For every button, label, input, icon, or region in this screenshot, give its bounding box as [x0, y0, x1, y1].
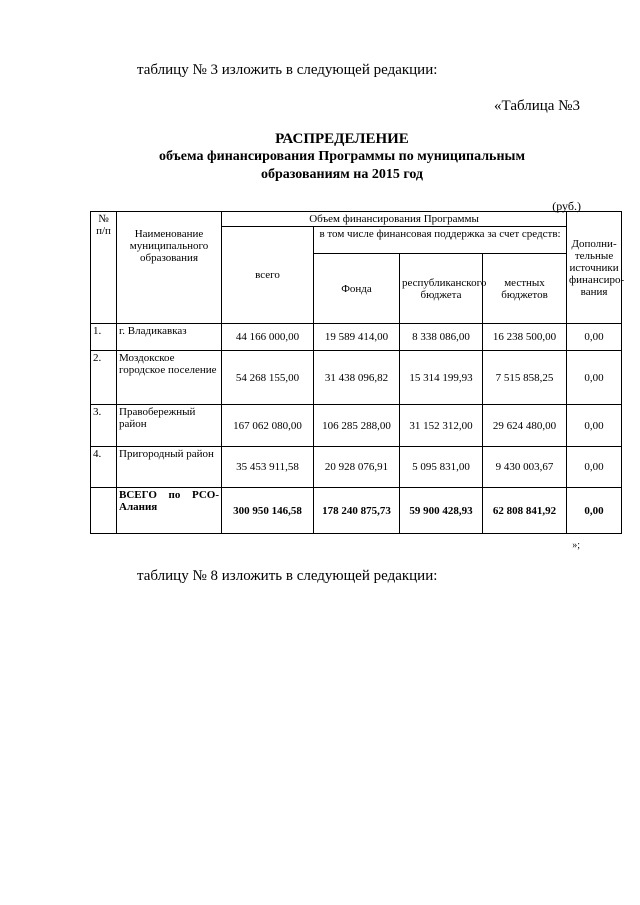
row-fund: 19 589 414,00: [314, 324, 400, 351]
unit-label: (руб.): [552, 199, 581, 213]
header-name: Наименование муниципального образования: [117, 212, 222, 324]
row-total: 44 166 000,00: [222, 324, 314, 351]
table-row: [91, 351, 622, 405]
row-local: 16 238 500,00: [483, 324, 567, 351]
row-republic: 8 338 086,00: [400, 324, 483, 351]
header-fund: Фонда: [314, 254, 400, 324]
title-line-2: объема финансирования Программы по муниципальным: [158, 149, 525, 164]
header-total: всего: [222, 227, 314, 324]
total-fund: 178 240 875,73: [314, 488, 400, 534]
row-num: 1.: [91, 324, 117, 351]
row-republic: 5 095 831,00: [400, 447, 483, 488]
row-extra: 0,00: [567, 324, 622, 351]
table-label: «Таблица №3: [494, 98, 580, 114]
header-republic: республиканского бюджета: [400, 254, 483, 324]
table-row: [91, 405, 622, 447]
total-name: ВСЕГО по РСО-Алания: [117, 488, 222, 534]
header-volume: Объем финансирования Программы: [222, 212, 567, 227]
header-local: местных бюджетов: [483, 254, 567, 324]
row-fund: 106 285 288,00: [314, 405, 400, 447]
row-name: Моздокское городское поселение: [117, 351, 222, 405]
row-num: 4.: [91, 447, 117, 488]
total-republic: 59 900 428,93: [400, 488, 483, 534]
table-row: [91, 324, 622, 351]
title-line-3: образованиям на 2015 год: [260, 167, 424, 182]
row-fund: 31 438 096,82: [314, 351, 400, 405]
row-total: 167 062 080,00: [222, 405, 314, 447]
header-support: в том числе финансовая поддержка за счет средств:: [314, 227, 567, 254]
table-row: [91, 447, 622, 488]
total-local: 62 808 841,92: [483, 488, 567, 534]
row-local: 7 515 858,25: [483, 351, 567, 405]
row-name: Пригородный район: [117, 447, 222, 488]
closing-mark: »;: [572, 540, 580, 551]
total-extra: 0,00: [567, 488, 622, 534]
row-num: 3.: [91, 405, 117, 447]
row-local: 29 624 480,00: [483, 405, 567, 447]
financing-table: [90, 211, 625, 534]
total-row: [91, 488, 622, 534]
total-total: 300 950 146,58: [222, 488, 314, 534]
row-republic: 31 152 312,00: [400, 405, 483, 447]
row-name: Правобережный район: [117, 405, 222, 447]
header-extra: Дополни-тельные источники финансиро-вания: [567, 212, 622, 324]
row-extra: 0,00: [567, 405, 622, 447]
row-total: 54 268 155,00: [222, 351, 314, 405]
row-local: 9 430 003,67: [483, 447, 567, 488]
document-title: [92, 130, 592, 184]
row-republic: 15 314 199,93: [400, 351, 483, 405]
row-num: 2.: [91, 351, 117, 405]
row-name: г. Владикавказ: [117, 324, 222, 351]
row-extra: 0,00: [567, 447, 622, 488]
header-num: № п/п: [91, 212, 117, 324]
row-fund: 20 928 076,91: [314, 447, 400, 488]
row-extra: 0,00: [567, 351, 622, 405]
outro-text: таблицу № 8 изложить в следующей редакции:: [137, 568, 438, 584]
intro-text: таблицу № 3 изложить в следующей редакции:: [137, 62, 438, 78]
row-total: 35 453 911,58: [222, 447, 314, 488]
title-line-1: РАСПРЕДЕЛЕНИЕ: [275, 131, 409, 147]
